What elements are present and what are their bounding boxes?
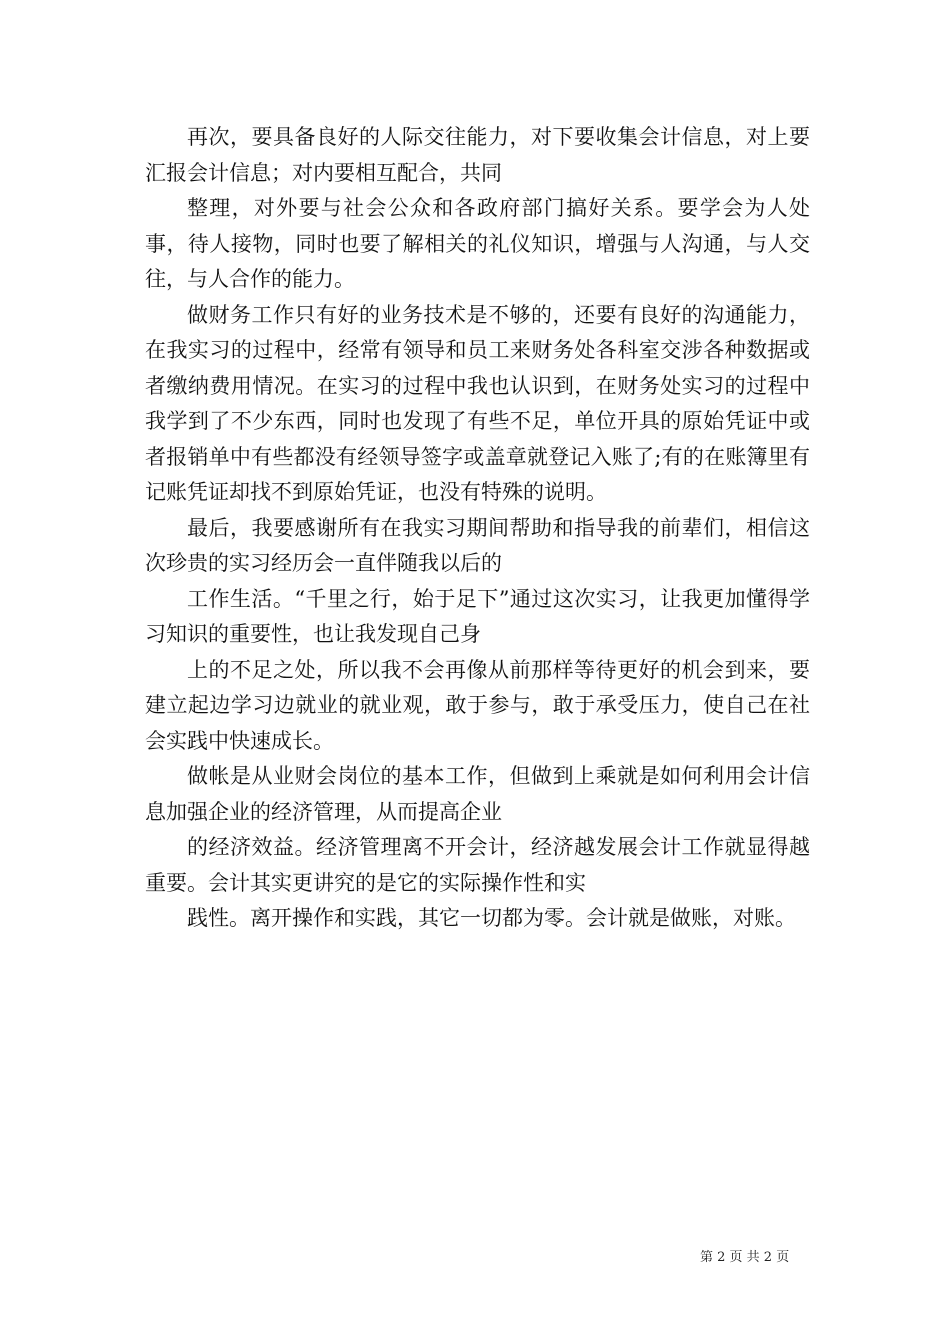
paragraph: 再次，要具备良好的人际交往能力，对下要收集会计信息，对上要汇报会计信息；对内要相互配合，共同 bbox=[145, 125, 810, 185]
paragraph: 最后，我要感谢所有在我实习期间帮助和指导我的前辈们，相信这次珍贵的实习经历会一直伴随我以后的 bbox=[145, 515, 810, 575]
page-number-footer: 第 2 页 共 2 页 bbox=[700, 1250, 790, 1265]
paragraph: 整理，对外要与社会公众和各政府部门搞好关系。要学会为人处事，待人接物，同时也要了解相关的礼仪知识，增强与人沟通，与人交往，与人合作的能力。 bbox=[145, 196, 810, 291]
paragraph: 做财务工作只有好的业务技术是不够的，还要有良好的沟通能力，在我实习的过程中，经常有领导和员工来财务处各科室交涉各种数据或者缴纳费用情况。在实习的过程中我也认识到，在财务处实习的过程中我学到了不少东西，同时也发现了有些不足，单位开具的原始凭证中或者报销单中有些都没有经领导签字或盖章就登记入账了;有的在账簿里有记账凭证却找不到原始凭证，也没有特殊的说明。 bbox=[145, 302, 810, 504]
document-body bbox=[145, 120, 810, 937]
paragraph: 的经济效益。经济管理离不开会计，经济越发展会计工作就显得越重要。会计其实更讲究的是它的实际操作性和实 bbox=[145, 835, 810, 895]
paragraph: 上的不足之处，所以我不会再像从前那样等待更好的机会到来，要建立起边学习边就业的就业观，敢于参与，敢于承受压力，使自己在社会实践中快速成长。 bbox=[145, 657, 810, 753]
paragraph: 做帐是从业财会岗位的基本工作，但做到上乘就是如何利用会计信息加强企业的经济管理，从而提高企业 bbox=[145, 764, 810, 824]
paragraph: 践性。离开操作和实践，其它一切都为零。会计就是做账，对账。 bbox=[187, 906, 796, 930]
paragraph: 工作生活。“千里之行，始于足下”通过这次实习，让我更加懂得学习知识的重要性，也让我发现自己身 bbox=[145, 586, 810, 646]
